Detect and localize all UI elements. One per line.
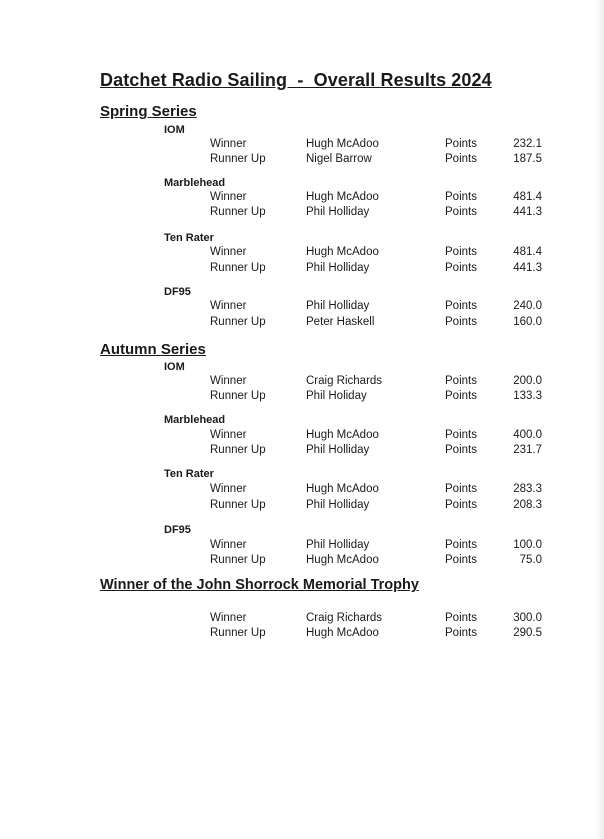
points-value: 231.7 — [513, 444, 542, 456]
result-row — [0, 627, 604, 642]
class-label-spring-ten-rater: Ten Rater — [164, 232, 214, 244]
result-name: Hugh McAdoo — [306, 246, 379, 258]
points-label: Points — [445, 554, 477, 566]
result-name: Phil Holliday — [306, 499, 370, 511]
result-role: Winner — [210, 483, 247, 495]
result-role: Runner Up — [210, 390, 266, 402]
result-name: Hugh McAdoo — [306, 138, 379, 150]
points-label: Points — [445, 375, 477, 387]
result-role: Runner Up — [210, 316, 266, 328]
result-role: Runner Up — [210, 627, 266, 639]
points-label: Points — [445, 612, 477, 624]
result-name: Craig Richards — [306, 612, 383, 624]
points-value: 290.5 — [513, 627, 542, 639]
points-value: 441.3 — [513, 262, 542, 274]
result-row — [0, 153, 604, 168]
points-label: Points — [445, 483, 477, 495]
result-name: Phil Holliday — [306, 206, 370, 218]
result-row — [0, 316, 604, 331]
result-name: Phil Holliday — [306, 300, 370, 312]
points-value: 75.0 — [519, 554, 542, 566]
result-name: Hugh McAdoo — [306, 483, 379, 495]
points-label: Points — [445, 206, 477, 218]
points-label: Points — [445, 429, 477, 441]
result-name: Nigel Barrow — [306, 153, 372, 165]
result-row — [0, 390, 604, 405]
result-row — [0, 444, 604, 459]
result-role: Winner — [210, 138, 247, 150]
result-row — [0, 191, 604, 206]
points-label: Points — [445, 316, 477, 328]
result-name: Craig Richards — [306, 375, 383, 387]
points-value: 441.3 — [513, 206, 542, 218]
result-role: Winner — [210, 300, 247, 312]
result-row — [0, 300, 604, 315]
page-title: Datchet Radio Sailing - Overall Results 2024 — [100, 70, 492, 90]
result-role: Winner — [210, 375, 247, 387]
result-role: Runner Up — [210, 554, 266, 566]
section-title-trophy: Winner of the John Shorrock Memorial Trophy — [100, 577, 419, 593]
result-role: Runner Up — [210, 444, 266, 456]
points-label: Points — [445, 262, 477, 274]
points-value: 300.0 — [513, 612, 542, 624]
points-value: 160.0 — [513, 316, 542, 328]
points-label: Points — [445, 444, 477, 456]
points-value: 481.4 — [513, 246, 542, 258]
result-row — [0, 554, 604, 569]
result-row — [0, 499, 604, 514]
points-label: Points — [445, 246, 477, 258]
class-label-spring-iom: IOM — [164, 124, 185, 136]
points-value: 187.5 — [513, 153, 542, 165]
result-row — [0, 539, 604, 554]
points-value: 232.1 — [513, 138, 542, 150]
result-role: Winner — [210, 246, 247, 258]
points-value: 100.0 — [513, 539, 542, 551]
result-row — [0, 483, 604, 498]
page-edge-shadow — [594, 0, 604, 839]
points-value: 133.3 — [513, 390, 542, 402]
result-row — [0, 262, 604, 277]
result-role: Runner Up — [210, 153, 266, 165]
result-name: Phil Holliday — [306, 444, 370, 456]
points-value: 240.0 — [513, 300, 542, 312]
result-role: Runner Up — [210, 206, 266, 218]
points-label: Points — [445, 138, 477, 150]
result-name: Phil Holiday — [306, 390, 367, 402]
result-row — [0, 138, 604, 153]
class-label-spring-marblehead: Marblehead — [164, 177, 226, 189]
class-label-autumn-df95: DF95 — [164, 524, 191, 536]
result-role: Runner Up — [210, 499, 266, 511]
points-label: Points — [445, 499, 477, 511]
points-label: Points — [445, 627, 477, 639]
section-title-spring: Spring Series — [100, 103, 197, 120]
result-row — [0, 206, 604, 221]
result-role: Winner — [210, 539, 247, 551]
result-name: Hugh McAdoo — [306, 554, 379, 566]
result-row — [0, 429, 604, 444]
points-value: 200.0 — [513, 375, 542, 387]
class-label-autumn-ten-rater: Ten Rater — [164, 468, 214, 480]
result-role: Winner — [210, 191, 247, 203]
result-name: Hugh McAdoo — [306, 627, 379, 639]
points-value: 481.4 — [513, 191, 542, 203]
class-label-autumn-marblehead: Marblehead — [164, 414, 226, 426]
class-label-autumn-iom: IOM — [164, 361, 185, 373]
result-row — [0, 246, 604, 261]
result-name: Hugh McAdoo — [306, 429, 379, 441]
result-role: Runner Up — [210, 262, 266, 274]
result-name: Phil Holliday — [306, 262, 370, 274]
points-value: 400.0 — [513, 429, 542, 441]
points-label: Points — [445, 153, 477, 165]
result-name: Phil Holliday — [306, 539, 370, 551]
points-label: Points — [445, 300, 477, 312]
points-label: Points — [445, 191, 477, 203]
section-title-autumn: Autumn Series — [100, 341, 206, 358]
class-label-spring-df95: DF95 — [164, 286, 191, 298]
result-role: Winner — [210, 612, 247, 624]
points-label: Points — [445, 539, 477, 551]
points-value: 283.3 — [513, 483, 542, 495]
result-row — [0, 375, 604, 390]
result-name: Hugh McAdoo — [306, 191, 379, 203]
result-row — [0, 612, 604, 627]
result-role: Winner — [210, 429, 247, 441]
points-value: 208.3 — [513, 499, 542, 511]
points-label: Points — [445, 390, 477, 402]
result-name: Peter Haskell — [306, 316, 375, 328]
